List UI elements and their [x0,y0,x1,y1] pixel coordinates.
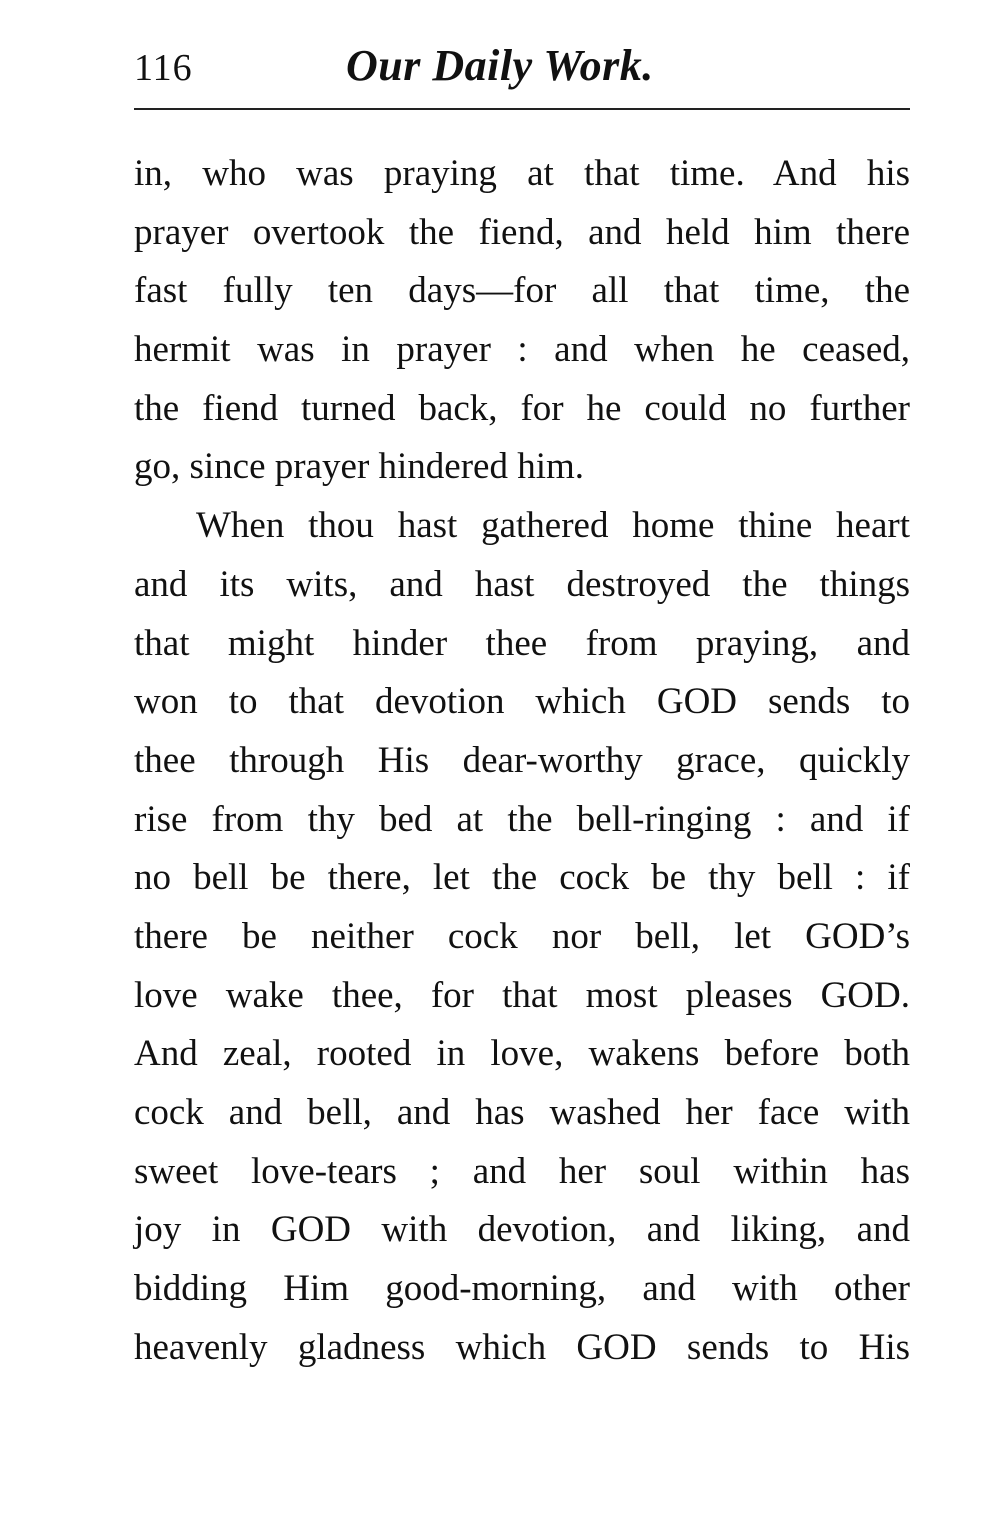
text-line: no bell be there, let the cock be thy bell : if [134,857,910,899]
text-line: that might hinder thee from praying, and [134,622,910,664]
text-line: And zeal, rooted in love, wakens before both [134,1033,910,1075]
header-rule [134,108,910,110]
page-header [134,38,910,98]
text-line: there be neither cock nor bell, let GOD’s [134,915,910,957]
text-line: the fiend turned back, for he could no further [134,387,910,429]
text-line: When thou hast gathered home thine heart [196,505,910,547]
text-line: go, since prayer hindered him. [134,446,585,488]
text-line: rise from thy bed at the bell-ringing : and if [134,798,910,840]
text-line: sweet love-tears ; and her soul within has [134,1150,910,1192]
page-number: 116 [134,47,193,89]
text-line: in, who was praying at that time. And his [134,153,910,194]
text-line: hermit was in prayer : and when he ceased, [134,329,910,371]
text-line: fast fully ten days—for all that time, the [134,270,910,312]
text-line: cock and bell, and has washed her face with [134,1092,910,1133]
text-line: won to that devotion which GOD sends to [134,681,910,723]
text-line: thee through His dear-worthy grace, quickly [134,739,910,781]
text-line: joy in GOD with devotion, and liking, and [134,1209,910,1251]
body-text [134,145,910,1377]
paragraph-1 [134,145,910,497]
running-title: Our Daily Work. [346,41,654,90]
text-line: prayer overtook the fiend, and held him there [134,211,910,253]
text-line: love wake thee, for that most pleases GOD. [134,974,910,1016]
paragraph-2 [134,497,910,1377]
text-line: bidding Him good-morning, and with other [134,1268,910,1310]
text-line: heavenly gladness which GOD sends to His [134,1326,910,1368]
text-line: and its wits, and hast destroyed the things [134,563,910,605]
